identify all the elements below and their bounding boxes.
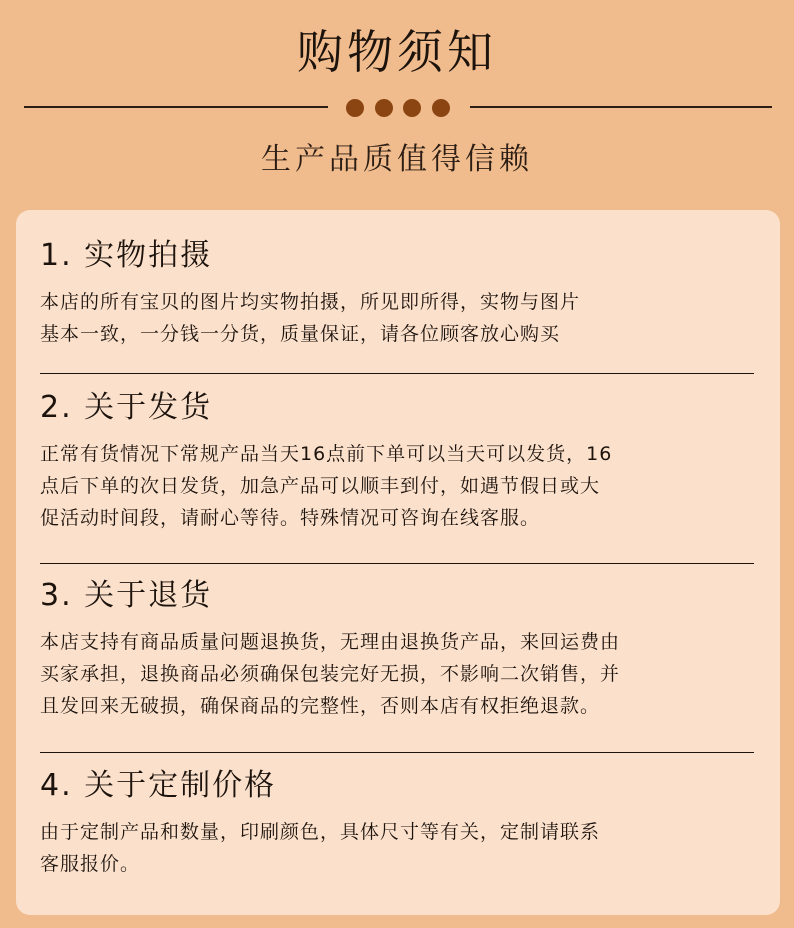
section-body bbox=[40, 438, 754, 534]
section-body bbox=[40, 286, 754, 350]
section-line: 客服报价。 bbox=[40, 853, 141, 875]
dot-icon bbox=[375, 99, 393, 117]
section-line: 买家承担，退换商品必须确保包装完好无损，不影响二次销售，并 bbox=[40, 663, 621, 685]
dot-icon bbox=[403, 99, 421, 117]
page-title: 购物须知 bbox=[297, 25, 497, 79]
decorative-dots bbox=[346, 99, 450, 117]
section-line: 促活动时间段，请耐心等待。特殊情况可咨询在线客服。 bbox=[40, 507, 541, 529]
section-body bbox=[40, 626, 754, 722]
divider-line-right bbox=[470, 106, 772, 108]
section-heading: 2. 关于发货 bbox=[40, 390, 213, 425]
section-line: 基本一致，一分钱一分货，质量保证，请各位顾客放心购买 bbox=[40, 323, 561, 345]
page-subtitle: 生产品质值得信赖 bbox=[261, 142, 533, 177]
section-line: 本店的所有宝贝的图片均实物拍摄，所见即所得，实物与图片 bbox=[40, 291, 581, 313]
section-heading: 4. 关于定制价格 bbox=[40, 768, 277, 803]
dot-icon bbox=[432, 99, 450, 117]
section-line: 点后下单的次日发货，加急产品可以顺丰到付，如遇节假日或大 bbox=[40, 475, 601, 497]
section-line: 且发回来无破损，确保商品的完整性，否则本店有权拒绝退款。 bbox=[40, 695, 601, 717]
section-custom-pricing bbox=[40, 766, 754, 880]
section-divider bbox=[40, 752, 754, 753]
section-heading: 3. 关于退货 bbox=[40, 578, 213, 613]
section-line: 本店支持有商品质量问题退换货，无理由退换货产品，来回运费由 bbox=[40, 631, 621, 653]
section-line: 由于定制产品和数量，印刷颜色，具体尺寸等有关，定制请联系 bbox=[40, 821, 601, 843]
section-body bbox=[40, 816, 754, 880]
divider-line-left bbox=[24, 106, 328, 108]
section-divider bbox=[40, 563, 754, 564]
section-photography bbox=[40, 236, 754, 350]
section-heading: 1. 实物拍摄 bbox=[40, 238, 213, 273]
section-returns bbox=[40, 576, 754, 722]
notice-card bbox=[16, 210, 780, 915]
dot-icon bbox=[346, 99, 364, 117]
section-line: 正常有货情况下常规产品当天16点前下单可以当天可以发货，16 bbox=[40, 443, 613, 465]
section-divider bbox=[40, 373, 754, 374]
section-shipping bbox=[40, 388, 754, 534]
